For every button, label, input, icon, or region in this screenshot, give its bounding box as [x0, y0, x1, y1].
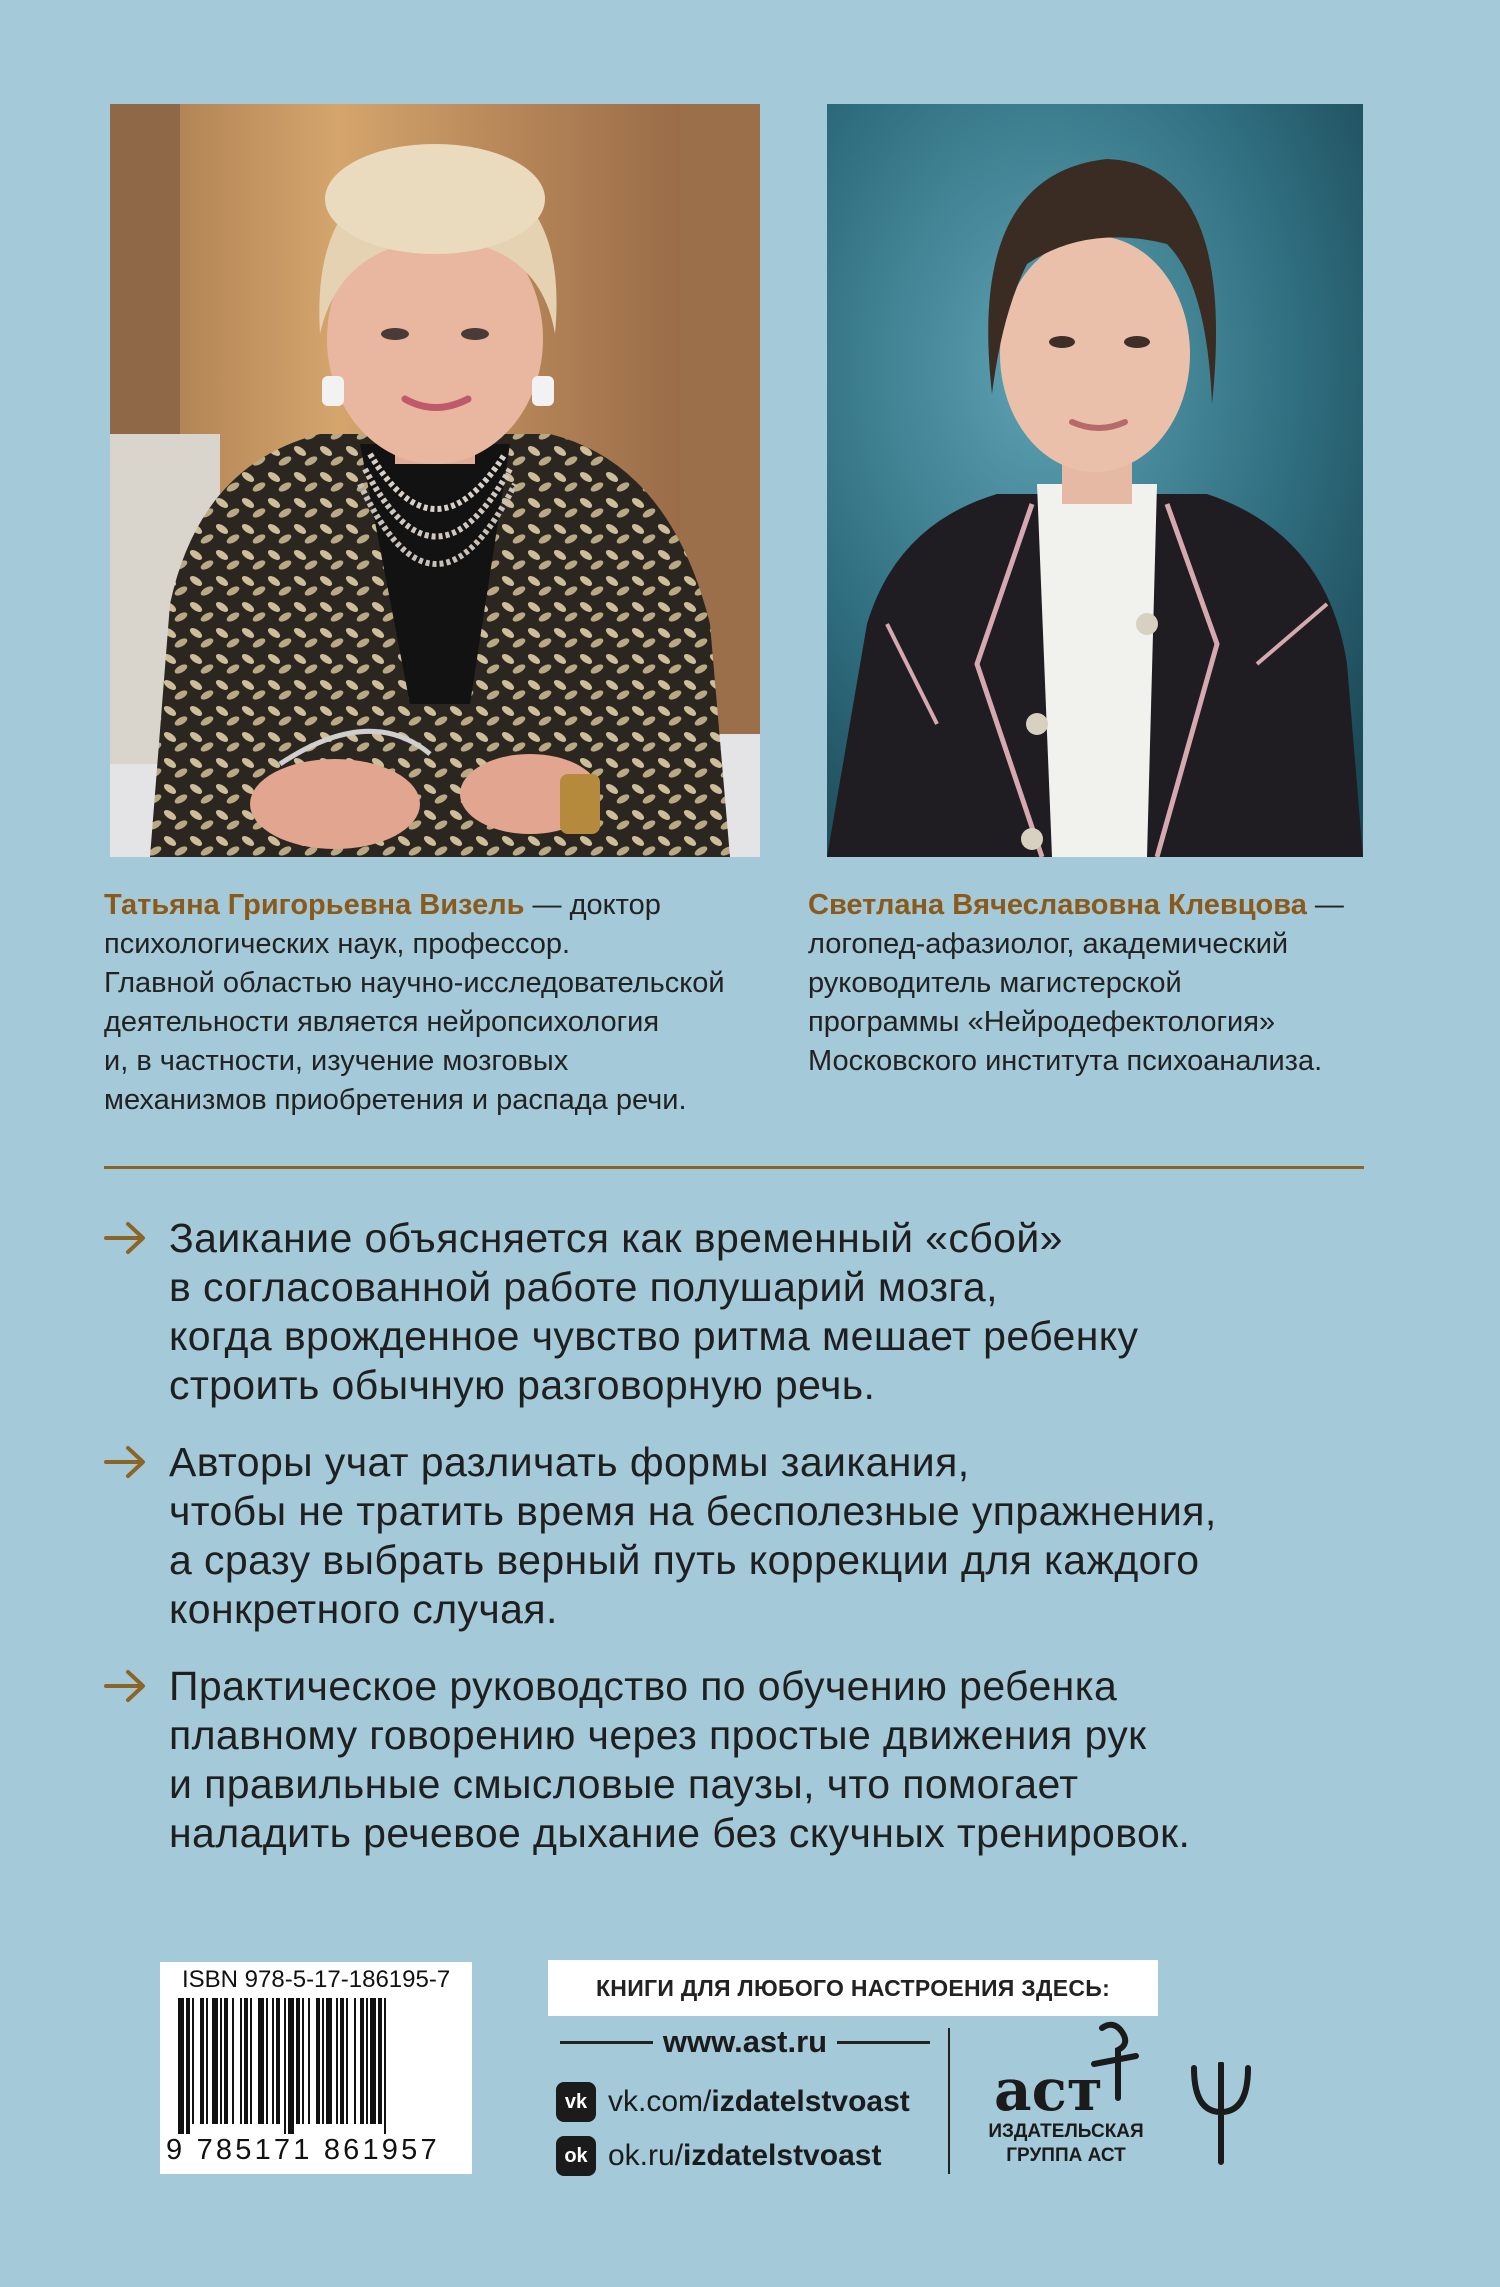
feature-bullet: [104, 1214, 1404, 1410]
ean-digits: 9 785171 861957: [166, 2134, 440, 2166]
bio-line: и, в частности, изучение мозговых: [104, 1045, 569, 1077]
bullet-line: а сразу выбрать верный путь коррекции для каждого: [169, 1537, 1200, 1583]
barcode-bar: [224, 1998, 228, 2124]
ok-prefix: ok.ru/: [608, 2139, 684, 2172]
barcode-bar: [316, 1998, 320, 2124]
bullet-line: Заикание объясняется как временный «сбой»: [169, 1215, 1063, 1261]
barcode-bar: [326, 1998, 332, 2124]
barcode-bar: [276, 1998, 280, 2124]
barcode-bar: [370, 1998, 376, 2124]
barcode-bar: [366, 1998, 368, 2124]
author-name-right: Светлана Вячеславовна Клевцова: [808, 889, 1307, 921]
bullet-line: строить обычную разговорную речь.: [169, 1362, 876, 1408]
barcode-bar: [266, 1998, 268, 2124]
bio-line: программы «Нейродефектология»: [808, 1006, 1276, 1038]
bio-line: —: [1306, 889, 1344, 921]
caption-line: ИЗДАТЕЛЬСКАЯ: [988, 2121, 1144, 2142]
ast-logo-text: аст: [994, 2056, 1103, 2124]
section-divider: [104, 1166, 1364, 1169]
bullet-line: в согласованной работе полушарий мозга,: [169, 1264, 998, 1310]
vk-link[interactable]: [556, 2080, 910, 2124]
author-bio-right: [808, 886, 1408, 1081]
bio-line: логопед-афазиолог, академический: [808, 928, 1289, 960]
bio-line: — доктор: [524, 889, 661, 921]
barcode-bar: [384, 1998, 386, 2134]
ok-handle: izdatelstvoast: [683, 2139, 882, 2172]
barcode-bar: [206, 1998, 208, 2124]
arrow-right-icon: [104, 1220, 148, 1256]
barcode-bar: [240, 1998, 242, 2124]
barcode-bar: [192, 1998, 194, 2124]
bullet-line: Авторы учат различать формы заикания,: [169, 1439, 970, 1485]
barcode-bar: [212, 1998, 218, 2124]
barcode-bar: [354, 1998, 356, 2124]
arrow-right-icon: [104, 1444, 148, 1480]
barcode-bars: [178, 1998, 454, 2134]
barcode-bar: [178, 1998, 184, 2134]
barcode-bar: [200, 1998, 204, 2124]
bullet-line: конкретного случая.: [169, 1586, 558, 1632]
isbn-barcode: [160, 1962, 472, 2174]
bullet-line: наладить речевое дыхание без скучных тренировок.: [169, 1810, 1191, 1856]
barcode-bar: [288, 1998, 294, 2134]
bullet-line: Практическое руководство по обучению ребенка: [169, 1663, 1118, 1709]
promo-banner: КНИГИ ДЛЯ ЛЮБОГО НАСТРОЕНИЯ ЗДЕСЬ:: [548, 1960, 1158, 2016]
barcode-bar: [220, 1998, 222, 2124]
isbn-label: ISBN 978-5-17-186195-7: [182, 1966, 451, 1993]
vk-icon: vk: [556, 2082, 596, 2122]
feature-bullet: [104, 1438, 1404, 1634]
feature-bullet: [104, 1662, 1404, 1858]
barcode-bar: [244, 1998, 248, 2124]
barcode-bar: [336, 1998, 338, 2124]
author-name-left: Татьяна Григорьевна Визель: [104, 889, 525, 921]
website-row[interactable]: [560, 2022, 930, 2062]
author-photo-left: [110, 104, 760, 857]
bio-line: механизмов приобретения и распада речи.: [104, 1084, 687, 1116]
barcode-bar: [340, 1998, 344, 2124]
bullet-line: чтобы не тратить время на бесполезные упражнения,: [169, 1488, 1217, 1534]
bullet-line: когда врожденное чувство ритма мешает ребенку: [169, 1313, 1139, 1359]
vk-handle: izdatelstvoast: [711, 2085, 910, 2118]
author-photo-right: [827, 104, 1363, 857]
bullet-line: и правильные смысловые паузы, что помогает: [169, 1761, 1079, 1807]
barcode-bar: [250, 1998, 252, 2124]
barcode-bar: [186, 1998, 190, 2134]
bio-line: Главной областью научно-исследовательской: [104, 967, 725, 999]
barcode-bar: [258, 1998, 264, 2124]
bio-line: руководитель магистерской: [808, 967, 1182, 999]
barcode-bar: [322, 1998, 324, 2124]
barcode-bar: [302, 1998, 304, 2124]
arrow-right-icon: [104, 1668, 148, 1704]
rule-right: [837, 2041, 930, 2044]
psi-logo-icon: [1190, 2062, 1252, 2166]
barcode-bar: [272, 1998, 274, 2124]
bullet-line: плавному говорению через простые движения рук: [169, 1712, 1147, 1758]
vertical-separator: [948, 2028, 950, 2174]
barcode-bar: [284, 1998, 286, 2134]
bio-line: Московского института психоанализа.: [808, 1045, 1323, 1077]
barcode-bar: [346, 1998, 348, 2124]
barcode-bar: [360, 1998, 364, 2124]
vk-prefix: vk.com/: [608, 2085, 712, 2118]
ast-logo: [990, 2018, 1140, 2128]
bio-line: психологических наук, профессор.: [104, 928, 571, 960]
author-bio-left: [104, 886, 774, 1120]
barcode-bar: [232, 1998, 234, 2124]
ok-link[interactable]: [556, 2134, 881, 2178]
barcode-bar: [296, 1998, 300, 2124]
bio-line: деятельности является нейропсихология: [104, 1006, 660, 1038]
caption-line: ГРУППА АСТ: [1006, 2145, 1126, 2166]
ok-icon: ok: [556, 2136, 596, 2176]
website-link[interactable]: www.ast.ru: [662, 2024, 828, 2059]
publisher-caption: [966, 2120, 1166, 2168]
barcode-bar: [308, 1998, 310, 2124]
rule-left: [560, 2041, 653, 2044]
barcode-bar: [378, 1998, 382, 2124]
